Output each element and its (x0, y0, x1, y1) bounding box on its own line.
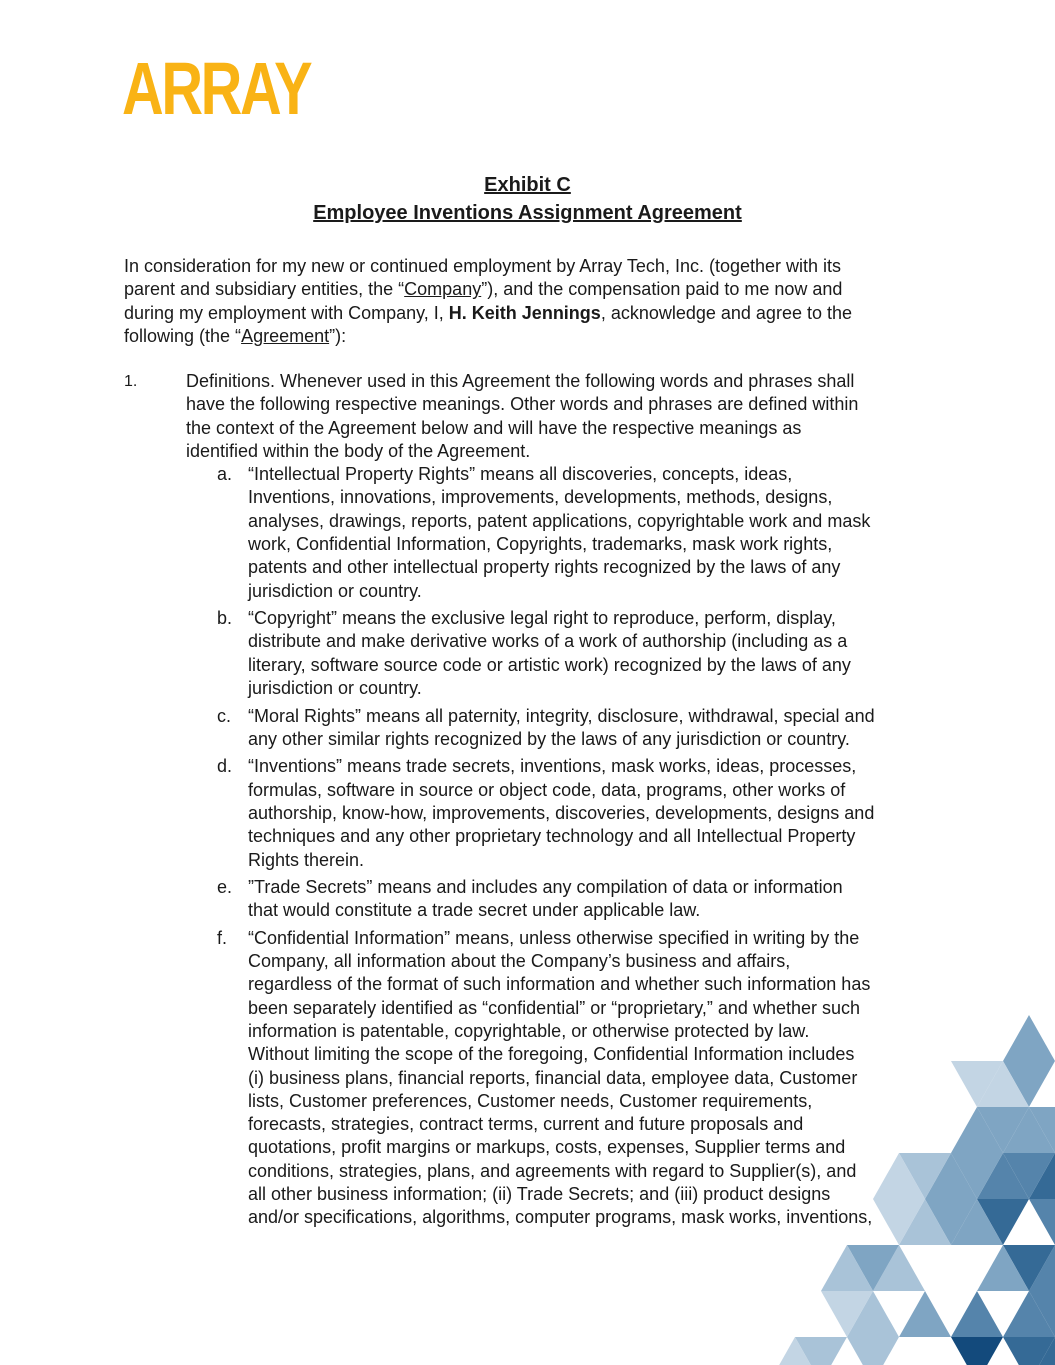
definition-line: information is patentable, copyrightable, or otherwise protected by law. (248, 1020, 810, 1041)
agreement-title: Employee Inventions Assignment Agreement (313, 202, 742, 224)
definition-line: jurisdiction or country. (248, 580, 422, 601)
intro-line (124, 278, 852, 301)
definition-item-d (186, 755, 875, 778)
definition-item-d (186, 825, 875, 848)
definition-line: patents and other intellectual property rights recognized by the laws of any (248, 557, 841, 578)
definition-item-b (186, 607, 875, 630)
definition-item-c (186, 728, 875, 751)
text: parent and subsidiary entities, the “ (124, 279, 405, 300)
definition-item-e (186, 899, 875, 922)
definition-item-f (186, 1206, 875, 1229)
definition-item-e (186, 876, 875, 899)
intro-paragraph (124, 255, 852, 348)
definition-line: all other business information; (ii) Trade Secrets; and (iii) product designs (248, 1184, 831, 1205)
section-definitions (186, 370, 875, 1234)
definition-item-d (186, 849, 875, 872)
definition-line: conditions, strategies, plans, and agreements with regard to Supplier(s), and (248, 1160, 857, 1181)
text: , acknowledge and agree to the (600, 302, 852, 323)
definition-line: lists, Customer preferences, Customer needs, Customer requirements, (248, 1090, 813, 1111)
text: ”): (329, 325, 347, 346)
item-letter: f. (217, 927, 228, 948)
definition-line: authorship, know-how, improvements, discoveries, developments, designs and (248, 802, 875, 823)
item-letter: d. (217, 756, 233, 777)
definition-item-f (186, 1183, 875, 1206)
intro-line (124, 302, 852, 325)
definition-item-f (186, 927, 875, 950)
definition-line: quotations, profit margins or markups, costs, expenses, Supplier terms and (248, 1137, 846, 1158)
decor-triangle (951, 1337, 1003, 1365)
definition-item-f (186, 973, 875, 996)
decor-triangle (1003, 1015, 1055, 1061)
definition-line: regardless of the format of such information and whether such information has (248, 974, 871, 995)
definition-line: techniques and any other proprietary technology and all Intellectual Property (248, 826, 856, 847)
definition-line: that would constitute a trade secret under applicable law. (248, 900, 701, 921)
definition-line: jurisdiction or country. (248, 678, 422, 699)
definition-item-f (186, 1136, 875, 1159)
definition-item-b (186, 677, 875, 700)
exhibit-title: Exhibit C (484, 174, 571, 196)
array-logo: ARRAY (122, 47, 311, 130)
decor-triangle (951, 1291, 1003, 1337)
definition-item-a (186, 556, 875, 579)
definition-item-a (186, 580, 875, 603)
definition-line: Rights therein. (248, 849, 365, 870)
definition-line: any other similar rights recognized by the laws of any jurisdiction or country. (248, 728, 850, 749)
definition-item-f (186, 1160, 875, 1183)
definition-line: “Intellectual Property Rights” means all discoveries, concepts, ideas, (248, 464, 793, 485)
section-line: the context of the Agreement below and will have the respective meanings as (186, 417, 802, 438)
definition-line: distribute and make derivative works of a work of authorship (including as a (248, 631, 848, 652)
definition-line: and/or specifications, algorithms, computer programs, mask works, inventions, (248, 1207, 873, 1228)
definition-line: literary, software source code or artistic work) recognized by the laws of any (248, 654, 851, 675)
definition-item-f (186, 1043, 875, 1066)
definition-item-f (186, 1113, 875, 1136)
definition-line: work, Confidential Information, Copyrights, trademarks, mask work rights, (248, 534, 833, 555)
definition-item-b (186, 654, 875, 677)
definition-line: formulas, software in source or object code, data, programs, other works of (248, 779, 846, 800)
definition-line: ”Trade Secrets” means and includes any compilation of data or information (248, 876, 843, 897)
item-letter: c. (217, 705, 232, 726)
section-line: Definitions. Whenever used in this Agreement the following words and phrases shall (186, 371, 855, 391)
item-letter: e. (217, 876, 233, 897)
definition-item-a (186, 486, 875, 509)
definition-line: Without limiting the scope of the foregoing, Confidential Information includes (248, 1044, 855, 1065)
definition-line: analyses, drawings, reports, patent applications, copyrightable work and mask (248, 510, 871, 531)
item-letter: b. (217, 608, 233, 629)
definition-item-b (186, 630, 875, 653)
definition-line: Company, all information about the Company’s business and affairs, (248, 951, 791, 972)
decor-triangle (899, 1291, 951, 1337)
definition-line: been separately identified as “confidential” or “proprietary,” and whether such (248, 997, 860, 1018)
definition-item-a (186, 510, 875, 533)
definition-item-a (186, 533, 875, 556)
employee-name: H. Keith Jennings (448, 302, 601, 323)
section-number: 1. (124, 373, 138, 390)
text: ”), and the compensation paid to me now and (481, 279, 843, 300)
defined-term-company: Company (404, 279, 482, 300)
definition-line: “Copyright” means the exclusive legal right to reproduce, perform, display, (248, 608, 836, 629)
decor-triangle (847, 1337, 899, 1365)
definition-line: “Inventions” means trade secrets, inventions, mask works, ideas, processes, (248, 756, 857, 777)
section-line: have the following respective meanings. Other words and phrases are defined within (186, 394, 859, 415)
definition-line: “Confidential Information” means, unless otherwise specified in writing by the (248, 927, 860, 948)
text: following (the “ (124, 325, 242, 346)
definition-item-f (186, 950, 875, 973)
text: during my employment with Company, I, (124, 302, 449, 323)
decor-triangle (1029, 1199, 1055, 1245)
definition-line: Inventions, innovations, improvements, developments, methods, designs, (248, 487, 833, 508)
definition-item-f (186, 1067, 875, 1090)
item-letter: a. (217, 464, 233, 485)
definition-line: (i) business plans, financial reports, financial data, employee data, Customer (248, 1067, 858, 1088)
definition-item-d (186, 779, 875, 802)
intro-line: In consideration for my new or continued employment by Array Tech, Inc. (together with its (124, 256, 842, 276)
definition-item-f (186, 1090, 875, 1113)
definition-item-c (186, 705, 875, 728)
spacer (186, 1230, 875, 1234)
definition-line: forecasts, strategies, contract terms, current and future proposals and (248, 1114, 804, 1135)
section-line: identified within the body of the Agreement. (186, 440, 531, 461)
definition-line: “Moral Rights” means all paternity, integrity, disclosure, withdrawal, special and (248, 705, 875, 726)
definition-item-d (186, 802, 875, 825)
definition-item-a (186, 463, 875, 486)
definition-item-f (186, 1020, 875, 1043)
definition-item-f (186, 997, 875, 1020)
defined-term-agreement: Agreement (241, 325, 330, 346)
intro-line (124, 325, 852, 348)
